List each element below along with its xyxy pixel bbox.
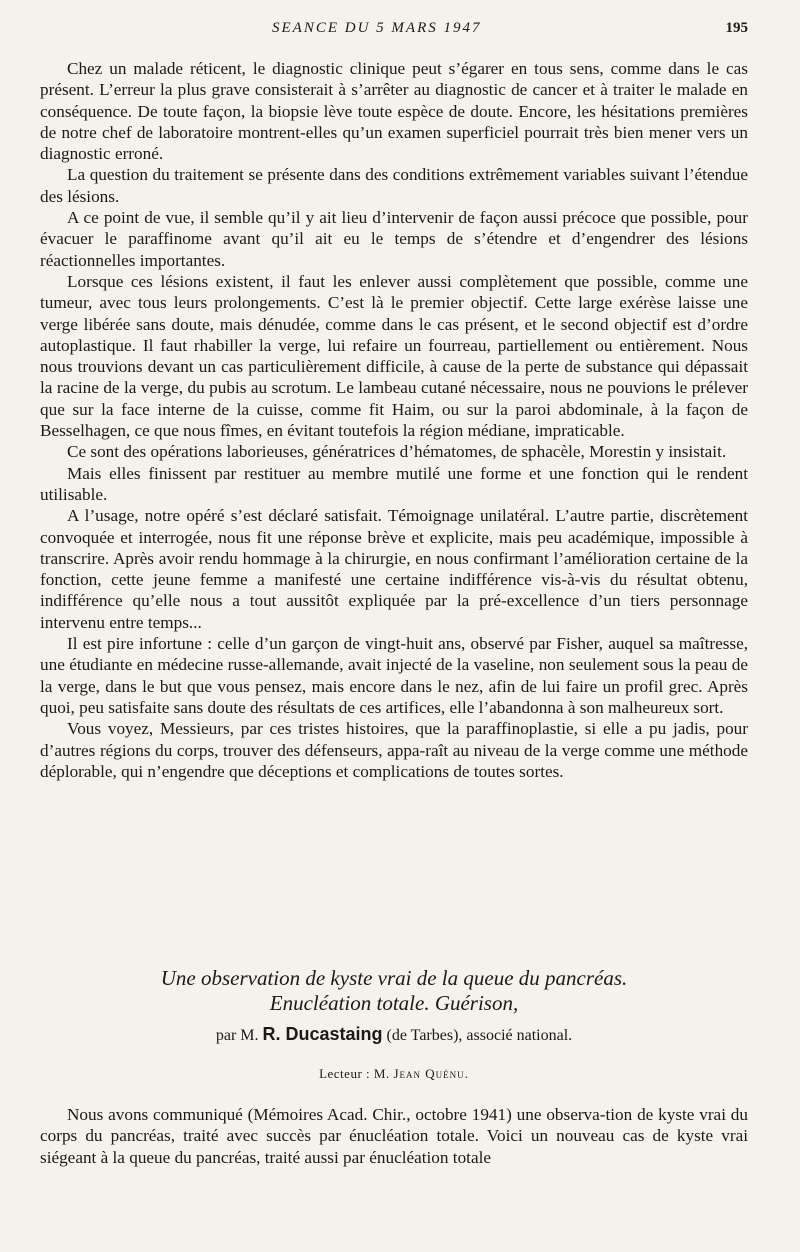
paragraph: Lorsque ces lésions existent, il faut les enlever aussi complètement que possible, comme une tumeur, avec tous leurs prolongements. C’est là le premier objectif. Cette large exérèse laisse une verge libérée sans doute, mais dénudée, comme dans le cas présent, et le second objectif est d’ordre autoplastique. Il faut rhabiller la verge, lui refaire un fourreau, partiellement ou entièrement. Nous nous trouvions devant un cas particulièrement difficile, à cause de la perte de substance qui dépassait la racine de la verge, du pubis au scrotum. Le lambeau cutané nécessaire, nous ne pouvions le prélever que sur la face interne de la cuisse, comme fit Haim, ou sur la paroi abdominale, à la façon de Besselhagen, ce que nous fîmes, en évitant toutefois la région médiane, impraticable. [40, 271, 748, 441]
paragraph: Ce sont des opérations laborieuses, génératrices d’hématomes, de sphacèle, Morestin y insistait. [67, 442, 727, 462]
page-header [0, 20, 800, 42]
reader-label: Lecteur : M. [319, 1066, 390, 1081]
paragraph: Chez un malade réticent, le diagnostic clinique peut s’égarer en tous sens, comme dans le cas présent. L’erreur la plus grave consisterait à s’arrêter au diagnostic de cancer et à traiter le malade en conséquence. De toute façon, la biopsie lève toute espèce de doute. Encore, les hésitations premières de notre chef de laboratoire montrent-elles qu’un examen superficiel pourrait très bien mener vers un diagnostic erroné. [40, 59, 748, 164]
intro-paragraph: Nous avons communiqué (Mémoires Acad. Chir., octobre 1941) une observa-tion de kyste vrai du corps du pancréas, traité avec succès par énucléation totale. Voici un nouveau cas de kyste vrai siégeant à la queue du pancréas, traité aussi par énucléation totale [40, 1105, 748, 1167]
reader-name: Jean Quénu. [393, 1066, 469, 1081]
paragraph: Vous voyez, Messieurs, par ces tristes histoires, que la paraffinoplastie, si elle a pu jadis, pour d’autres régions du corps, trouver des défenseurs, appa-raît au niveau de la verge comme une méthode déplorable, qui n’engendre que déceptions et complications de toutes sortes. [40, 719, 748, 781]
author-prefix: par M. [215, 1027, 259, 1044]
body-text [40, 58, 748, 782]
paragraph: La question du traitement se présente dans des conditions extrêmement variables suivant l’étendue des lésions. [40, 165, 748, 206]
paragraph: A l’usage, notre opéré s’est déclaré satisfait. Témoignage unilatéral. L’autre partie, discrètement convoquée et interrogée, nous fit une réponse brève et explicite, mais peu académique, impossible à transcrire. Après avoir rendu hommage à la chirurgie, en nous confirmant l’amélioration certaine de la fonction, cette jeune femme a manifesté une certaine indifférence vis-à-vis du résultat obtenu, indifférence qu’elle nous a tout aussitôt expliquée par la pré-excellence d’un tiers personnage intervenu entre temps... [40, 506, 748, 632]
running-head: SEANCE DU 5 MARS 1947 [272, 20, 482, 36]
paragraph: Mais elles finissent par restituer au membre mutilé une forme et une fonction qui le rendent utilisable. [40, 463, 748, 504]
paragraph: Il est pire infortune : celle d’un garçon de vingt-huit ans, observé par Fisher, auquel sa maîtresse, une étudiante en médecine russe-allemande, avait injecté de la vaseline, non seulement sous la peau de la verge, dans le but que vous pensez, mais encore dans le nez, afin de lui faire un profil grec. Après quoi, peu satisfaite sans doute des résultats de ces artifices, elle l’abandonna à son malheureux sort. [40, 634, 748, 717]
author-line [40, 1024, 748, 1045]
page-number: 195 [725, 20, 748, 36]
author-name: R. Ducastaing [262, 1024, 383, 1044]
author-affiliation: (de Tarbes), associé national. [386, 1027, 573, 1044]
article-title-line-2: Enucléation totale. Guérison, [269, 991, 519, 1015]
reader-line [40, 1066, 748, 1082]
paragraph: A ce point de vue, il semble qu’il y ait lieu d’intervenir de façon aussi précoce que possible, pour évacuer le paraffinome avant qu’il ait eu le temps de s’étendre et d’engendrer des lésions réactionnelles importantes. [40, 208, 748, 270]
article-intro [40, 1104, 748, 1168]
article-title [40, 966, 748, 1016]
article-title-line-1: Une observation de kyste vrai de la queue du pancréas. [160, 966, 628, 990]
